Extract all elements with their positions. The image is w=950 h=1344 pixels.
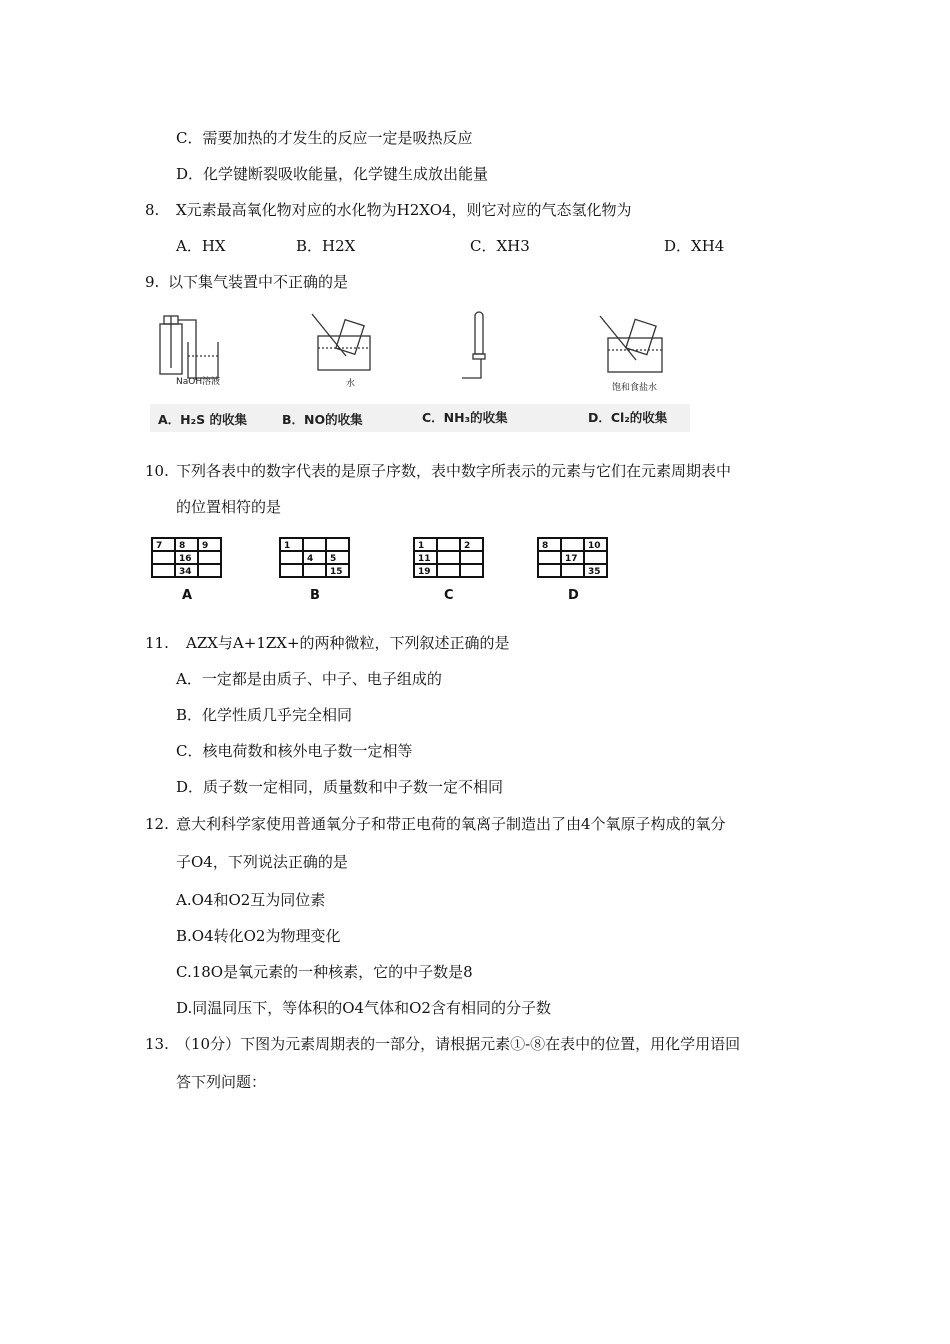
q8-option-b: B．H2X (296, 237, 356, 255)
grid-number: 7 (156, 541, 163, 551)
grid-cell (198, 564, 221, 577)
q9-stem: 以下集气装置中不正确的是 (168, 273, 349, 291)
grid-cell (280, 564, 303, 577)
grid-cell (152, 564, 175, 577)
figure-b-label: 水 (346, 379, 356, 389)
apparatus-a (160, 316, 218, 380)
grid-number: 1 (418, 541, 425, 551)
q11-number: 11. (145, 634, 169, 652)
grid-number: 4 (307, 554, 314, 564)
grid-cell (561, 538, 584, 551)
grid-cell (437, 551, 460, 564)
q11-option-c: C．核电荷数和核外电子数一定相等 (176, 742, 413, 760)
grid-cell (538, 551, 561, 564)
grid-option-a (152, 538, 221, 603)
figure-c-caption: C．NH₃的收集 (422, 410, 508, 425)
grid-cell (460, 551, 483, 564)
grid-number: 15 (330, 567, 343, 577)
q12-stem-line2: 子O4，下列说法正确的是 (176, 853, 348, 871)
grid-cell (584, 551, 607, 564)
apparatus-d (600, 316, 662, 372)
grid-label: A (182, 588, 193, 603)
q7-option-d: D．化学键断裂吸收能量，化学键生成放出能量 (176, 165, 489, 183)
figure-a-label: NaOH溶液 (176, 377, 221, 387)
q10-stem-line1: 下列各表中的数字代表的是原子序数，表中数字所表示的元素与它们在元素周期表中 (176, 462, 732, 480)
q12-option-a: A.O4和O2互为同位素 (176, 891, 326, 909)
grid-number: 34 (179, 567, 192, 577)
grid-label: B (310, 588, 320, 603)
grid-cell (303, 538, 326, 551)
grid-cell (437, 564, 460, 577)
grid-number: 9 (202, 541, 209, 551)
q8-option-a: A．HX (176, 237, 226, 255)
q7-option-c: C．需要加热的才发生的反应一定是吸热反应 (176, 129, 473, 147)
q8-option-c: C．XH3 (470, 237, 530, 255)
apparatus-b (312, 314, 370, 370)
q10-number: 10. (145, 462, 169, 480)
grid-cell (303, 564, 326, 577)
grid-number: 10 (588, 541, 601, 551)
grid-number: 17 (565, 554, 578, 564)
q12-option-c: C.18O是氧元素的一种核素，它的中子数是8 (176, 963, 473, 981)
q12-option-b: B.O4转化O2为物理变化 (176, 927, 341, 945)
grid-option-c (414, 538, 483, 603)
grid-cell (561, 564, 584, 577)
grid-cell (198, 551, 221, 564)
q11-stem: AZX与A+1ZX+的两种微粒，下列叙述正确的是 (186, 634, 510, 652)
grid-number: 5 (330, 554, 337, 564)
grid-cell (437, 538, 460, 551)
grid-cell (326, 538, 349, 551)
grid-number: 1 (284, 541, 291, 551)
grid-number: 8 (179, 541, 186, 551)
figure-a-caption: A．H₂S 的收集 (158, 412, 247, 427)
gas-collection-figure (150, 308, 690, 436)
grid-cell (280, 551, 303, 564)
grid-number: 11 (418, 554, 431, 564)
q13-number: 13. (145, 1035, 169, 1053)
q8-number: 8. (145, 201, 160, 219)
q11-option-d: D．质子数一定相同，质量数和中子数一定不相同 (176, 778, 504, 796)
q13-stem-line2: 答下列问题： (176, 1073, 267, 1091)
q12-option-d: D.同温同压下，等体积的O4气体和O2含有相同的分子数 (176, 999, 551, 1017)
grid-option-d (538, 538, 607, 603)
q8-stem: X元素最高氧化物对应的水化物为H2XO4，则它对应的气态氢化物为 (176, 201, 632, 219)
grid-option-b (280, 538, 349, 603)
figure-d-caption: D．Cl₂的收集 (588, 410, 668, 425)
grid-number: 2 (464, 541, 471, 551)
grid-label: C (444, 588, 454, 603)
q11-option-a: A．一定都是由质子、中子、电子组成的 (176, 670, 442, 688)
grid-cell (460, 564, 483, 577)
periodic-table-options (140, 530, 620, 612)
grid-number: 8 (542, 541, 549, 551)
q11-option-b: B．化学性质几乎完全相同 (176, 706, 353, 724)
grid-number: 19 (418, 567, 431, 577)
q12-number: 12. (145, 815, 169, 833)
grid-number: 16 (179, 554, 192, 564)
q8-option-d: D．XH4 (664, 237, 725, 255)
apparatus-c (462, 312, 485, 378)
figure-d-label: 饱和食盐水 (612, 383, 658, 393)
grid-cell (538, 564, 561, 577)
grid-number: 35 (588, 567, 601, 577)
q9-number: 9. (145, 273, 160, 291)
figure-b-caption: B．NO的收集 (282, 412, 363, 427)
grid-label: D (568, 588, 579, 603)
q10-stem-line2: 的位置相符的是 (176, 498, 282, 516)
q12-stem-line1: 意大利科学家使用普通氧分子和带正电荷的氧离子制造出了由4个氧原子构成的氧分 (176, 815, 726, 833)
q13-stem-line1: （10分）下图为元素周期表的一部分，请根据元素①-⑧在表中的位置，用化学用语回 (176, 1035, 741, 1053)
grid-cell (152, 551, 175, 564)
